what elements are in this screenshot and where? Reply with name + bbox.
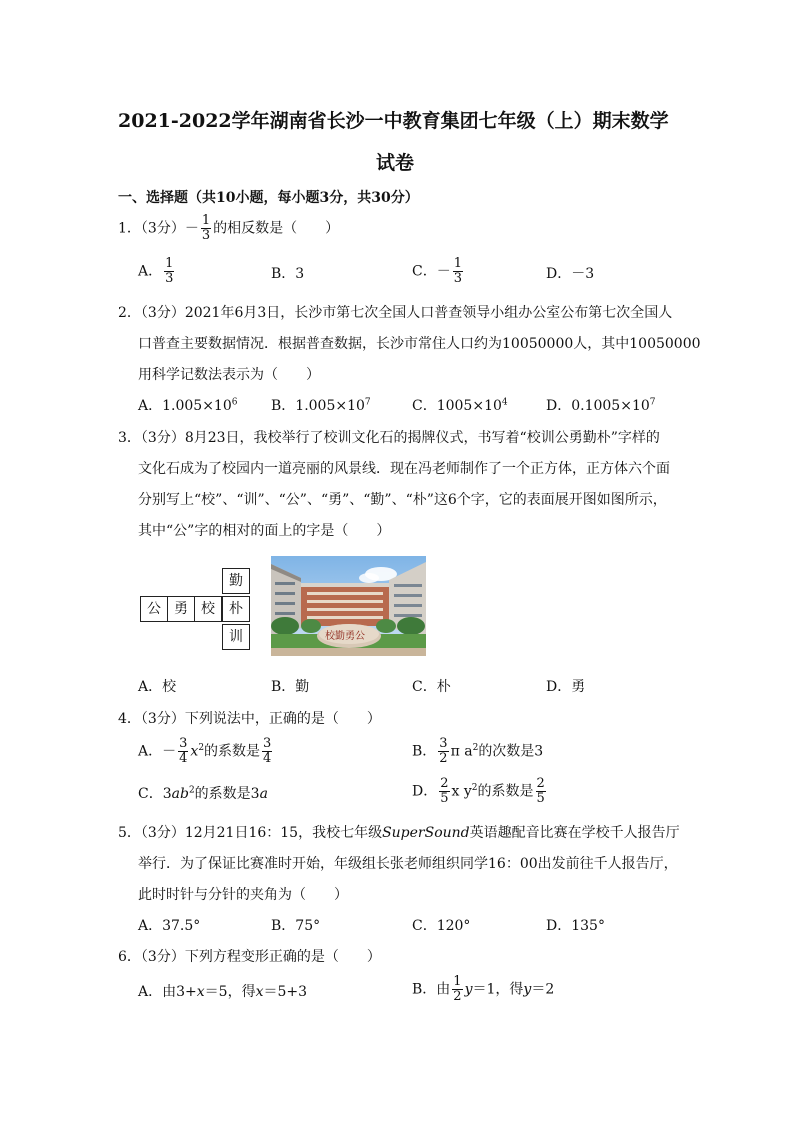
net-cell-xun: 训	[222, 624, 250, 650]
q5-option-c: C．120°	[412, 918, 471, 934]
q1-suffix: 的相反数是（ ）	[213, 220, 340, 237]
q2-line-2: 口普查主要数据情况．根据普查数据，长沙市常住人口约为10050000人，其中10050000	[138, 336, 701, 352]
q3-option-d: D．勇	[546, 679, 586, 695]
campus-stone-photo	[271, 556, 426, 656]
q3-option-a: A．校	[138, 679, 177, 695]
q4-stem: 4．（3分）下列说法中，正确的是（ ）	[118, 711, 381, 727]
q4-option-a: A．－ $\frac{3}{4}$ $x^2$的系数是 $\frac{3}{4}$	[138, 736, 272, 766]
q3-line-2: 文化石成为了校园内一道亮丽的风景线．现在冯老师制作了一个正方体，正方体六个面	[138, 461, 670, 477]
q5-option-a: A．37.5°	[138, 918, 201, 934]
net-cell-xiao: 校	[194, 596, 222, 622]
q6-option-a: A．由3+x＝5，得x＝5+3	[138, 984, 308, 1000]
q1-option-d: D．－3	[546, 266, 595, 282]
q1-prefix: 1．（3分）－	[118, 220, 199, 237]
stone-inscription: 校勤勇公	[325, 631, 365, 642]
q3-option-b: B．勤	[271, 679, 310, 695]
q5-line-2: 举行．为了保证比赛准时开始，年级组长张老师组织同学16：00出发前往千人报告厅，	[138, 856, 678, 872]
q6-stem: 6．（3分）下列方程变形正确的是（ ）	[118, 949, 381, 965]
q1-option-c: C．－ $\frac{1}{3}$	[412, 256, 462, 286]
q4-option-d: D． $\frac{2}{5}$ x $y^2$的系数是 $\frac{2}{5}$	[412, 776, 545, 806]
q2-option-a: A．$1.005\times 10^6$	[138, 397, 238, 414]
q5-option-d: D．135°	[546, 918, 605, 934]
document-title-line1: 2021-2022学年湖南省长沙一中教育集团七年级（上）期末数学	[118, 110, 669, 132]
q5-line-1: 5．（3分）12月21日16：15，我校七年级SuperSound英语趣配音比赛在学校千人报告厅	[118, 825, 680, 841]
q2-line-1: 2．（3分）2021年6月3日，长沙市第七次全国人口普查领导小组办公室公布第七次全国人	[118, 305, 673, 321]
net-cell-qin: 勤	[222, 568, 250, 594]
q3-option-c: C．朴	[412, 679, 451, 695]
q1-fraction: $\frac{1}{3}$	[201, 213, 211, 243]
q3-line-3: 分别写上“校”、“训”、“公”、“勇”、“勤”、“朴”这6个字，它的表面展开图如图所示，	[138, 492, 667, 508]
section-heading: 一、选择题（共10小题，每小题3分，共30分）	[118, 190, 419, 206]
q2-option-c: C．$1005\times 10^4$	[412, 397, 508, 414]
q1-option-b: B．3	[271, 266, 305, 282]
net-cell-yong: 勇	[167, 596, 195, 622]
q5-line-3: 此时时针与分针的夹角为（ ）	[138, 887, 348, 903]
question-1-stem	[118, 214, 339, 243]
q2-option-d: D．$0.1005\times 10^7$	[546, 397, 656, 414]
q2-option-b: B．$1.005\times 10^7$	[271, 397, 371, 414]
q6-option-b: B．由 $\frac{1}{2}$ y＝1，得y＝2	[412, 974, 555, 1004]
q1-option-a: A． $\frac{1}{3}$	[138, 256, 174, 286]
q4-option-b: B． $\frac{3}{2}$ π $a^2$的次数是3	[412, 736, 544, 766]
net-cell-pu: 朴	[222, 596, 250, 622]
q3-line-4: 其中“公”字的相对的面上的字是（ ）	[138, 523, 391, 539]
net-cell-gong: 公	[140, 596, 168, 622]
q2-line-3: 用科学记数法表示为（ ）	[138, 367, 320, 383]
q3-line-1: 3．（3分）8月23日，我校举行了校训文化石的揭牌仪式，书写着“校训公勇勤朴”字样的	[118, 430, 660, 446]
q5-option-b: B．75°	[271, 918, 321, 934]
q4-option-c: C．$3ab^2$的系数是3a	[138, 785, 268, 802]
document-title-line2: 试卷	[376, 152, 415, 174]
